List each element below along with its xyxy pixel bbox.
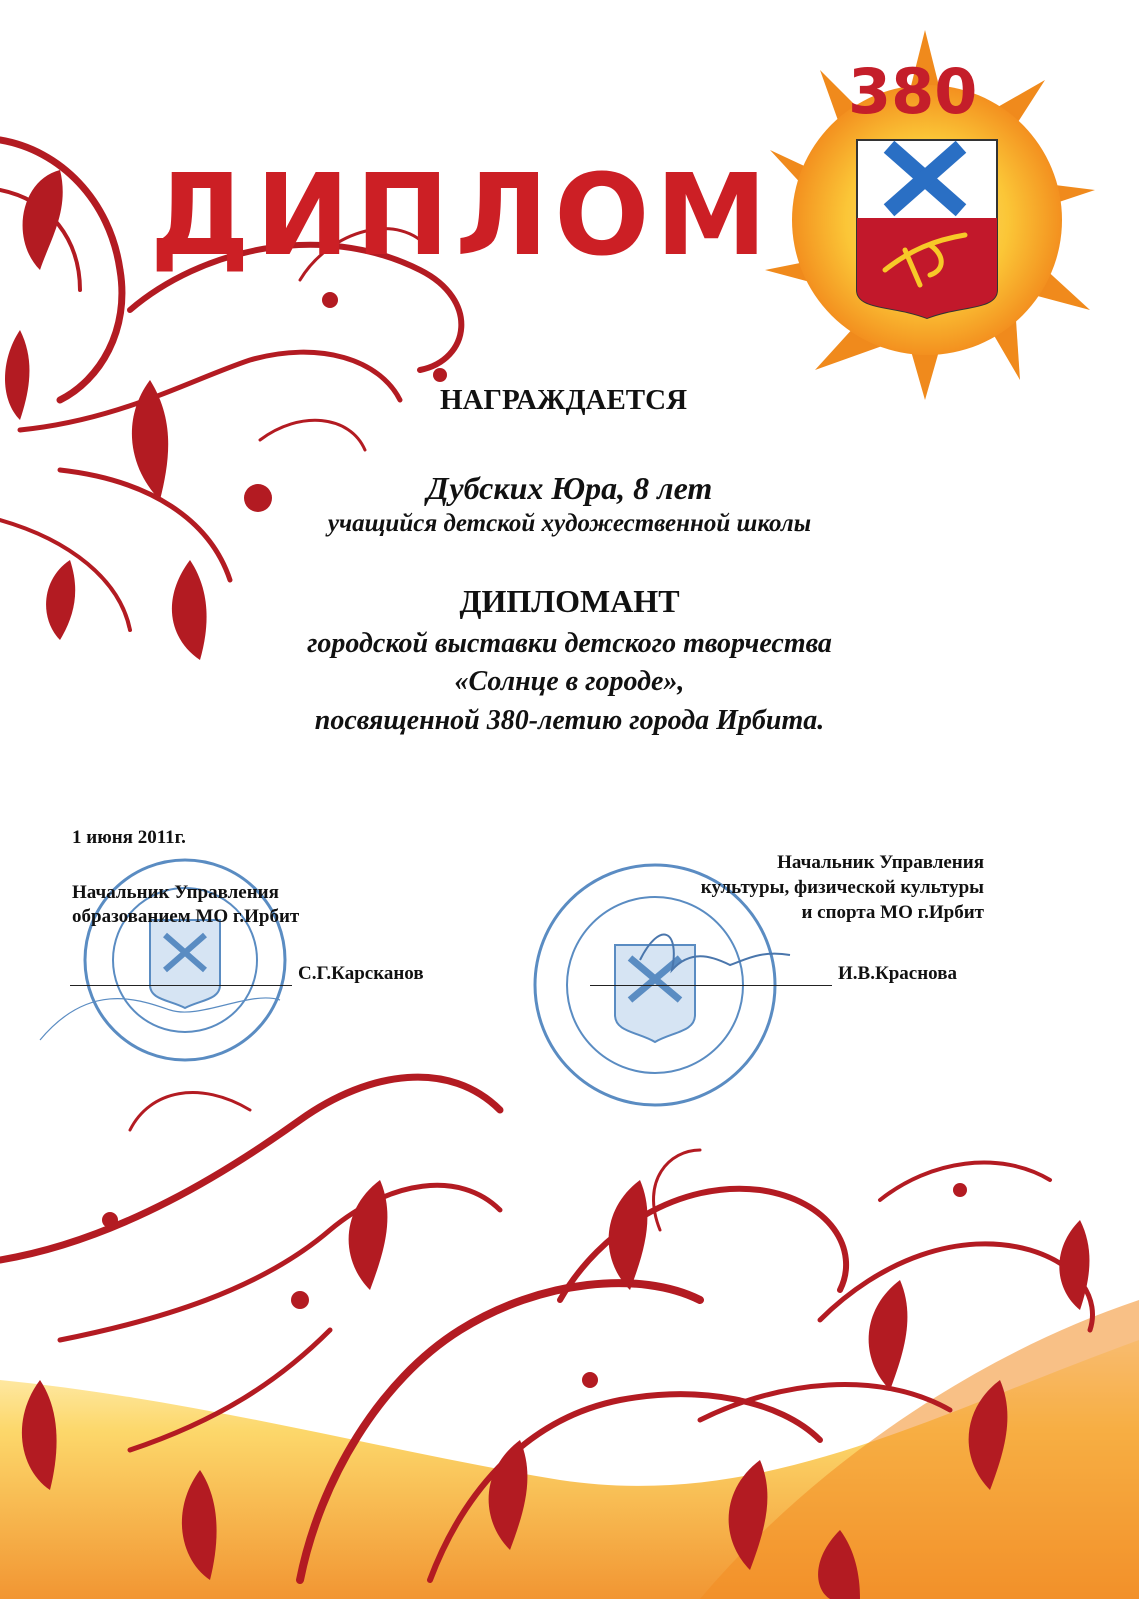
left-signatory-position-line-1: Начальник Управления (72, 882, 279, 903)
issue-date: 1 июня 2011г. (72, 827, 186, 848)
award-text-line-1: городской выставки детского творчества (307, 628, 832, 659)
left-signatory-name: С.Г.Карсканов (298, 963, 424, 984)
right-signatory-position-line-2: культуры, физической культуры (700, 877, 984, 898)
awarded-label: НАГРАЖДАЕТСЯ (440, 384, 688, 416)
recipient-name: Дубских Юра, 8 лет (426, 470, 713, 506)
anniversary-number: 380 (848, 55, 978, 128)
diploma-title: ДИПЛОМ (150, 151, 773, 281)
left-signatory-position-line-2: образованием МО г.Ирбит (72, 906, 300, 927)
award-title: ДИПЛОМАНТ (459, 583, 680, 619)
award-text-line-2: «Солнце в городе», (454, 666, 685, 697)
left-signature-line (70, 985, 292, 986)
right-signatory-name: И.В.Краснова (838, 963, 957, 984)
recipient-description: учащийся детской художественной школы (327, 510, 812, 537)
right-signatory-position-line-3: и спорта МО г.Ирбит (801, 902, 984, 923)
right-signatory-position-line-1: Начальник Управления (777, 852, 984, 873)
award-text-line-3: посвященной 380-летию города Ирбита. (314, 705, 825, 736)
right-signature-line (590, 985, 832, 986)
